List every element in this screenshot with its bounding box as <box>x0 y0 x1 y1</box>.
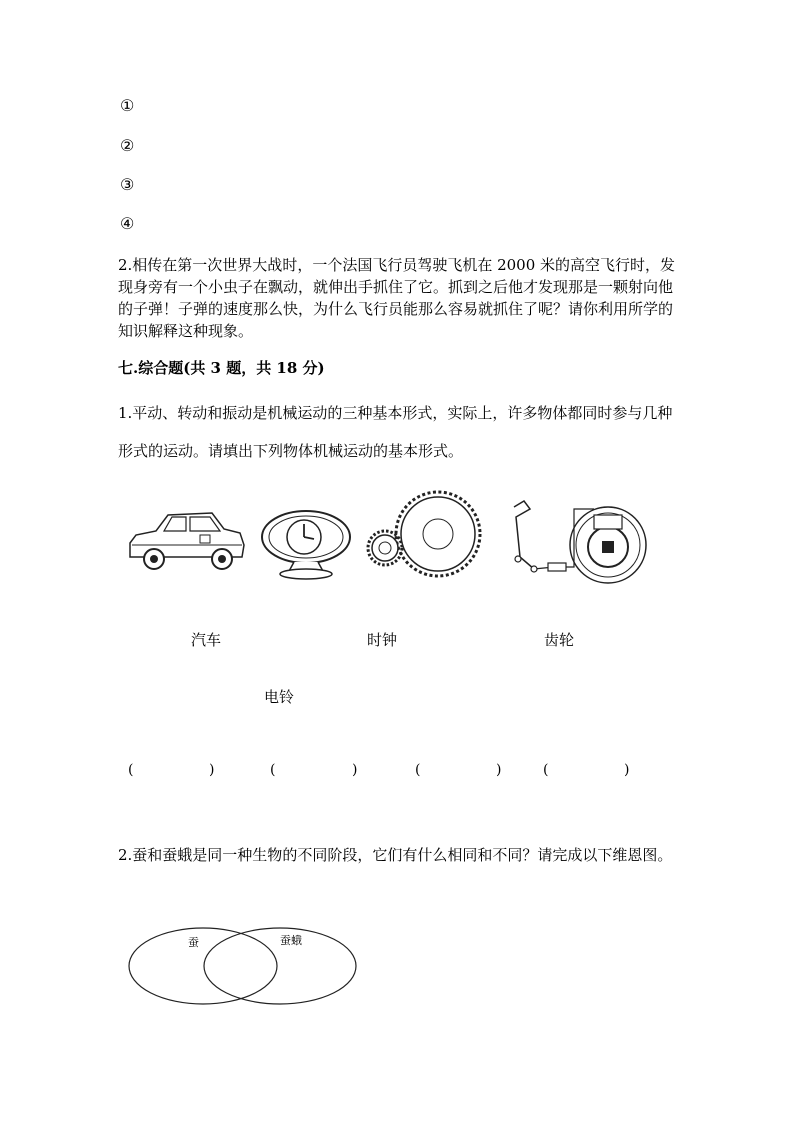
large-gear <box>396 492 480 576</box>
label-electric-bell: 电铃 <box>264 688 295 706</box>
venn-right-label: 蚕蛾 <box>280 934 302 947</box>
venn-left-label: 蚕 <box>188 936 199 949</box>
blank-4-open: ( <box>543 762 549 778</box>
answer-marker-1: ① <box>120 96 135 115</box>
q7-2-text: 2.蚕和蚕蛾是同一种生物的不同阶段，它们有什么相同和不同？请完成以下维恩图。 <box>118 846 673 864</box>
blank-3-open: ( <box>415 762 421 778</box>
section-7-title: 七.综合题(共 3 题，共 18 分) <box>118 359 325 377</box>
blank-4-close: ) <box>624 762 630 778</box>
venn-diagram <box>126 924 362 1008</box>
blank-3-close: ) <box>496 762 502 778</box>
question-2-text: 2.相传在第一次世界大战时，一个法国飞行员驾驶飞机在 2000 米的高空飞行时，发现身旁有一个小虫子在飘动，就伸出手抓住了它。抓到之后他才发现那是一颗射向他的子弹！子弹的速度那么快，为什么飞行员能那么容易就抓住了呢？请你利用所学的知识解释这种现象。 <box>118 256 676 340</box>
small-gear <box>368 531 402 565</box>
blank-1-close: ) <box>209 762 215 778</box>
label-gear: 齿轮 <box>544 631 575 649</box>
q7-1-text: 1.平动、转动和振动是机械运动的三种基本形式，实际上，许多物体都同时参与几种形式的运动。请填出下列物体机械运动的基本形式。 <box>118 404 673 460</box>
car-illustration <box>126 505 248 575</box>
gears-illustration <box>366 488 484 588</box>
answer-marker-3: ③ <box>120 175 135 194</box>
label-car: 汽车 <box>191 631 222 649</box>
electric-bell-illustration <box>494 497 652 589</box>
answer-marker-4: ④ <box>120 214 135 233</box>
blank-2-close: ) <box>352 762 358 778</box>
answer-marker-2: ② <box>120 136 135 155</box>
clock-illustration <box>258 507 354 581</box>
venn-left-ellipse <box>129 928 277 1004</box>
blank-1-open: ( <box>128 762 134 778</box>
label-clock: 时钟 <box>367 631 398 649</box>
blank-2-open: ( <box>270 762 276 778</box>
